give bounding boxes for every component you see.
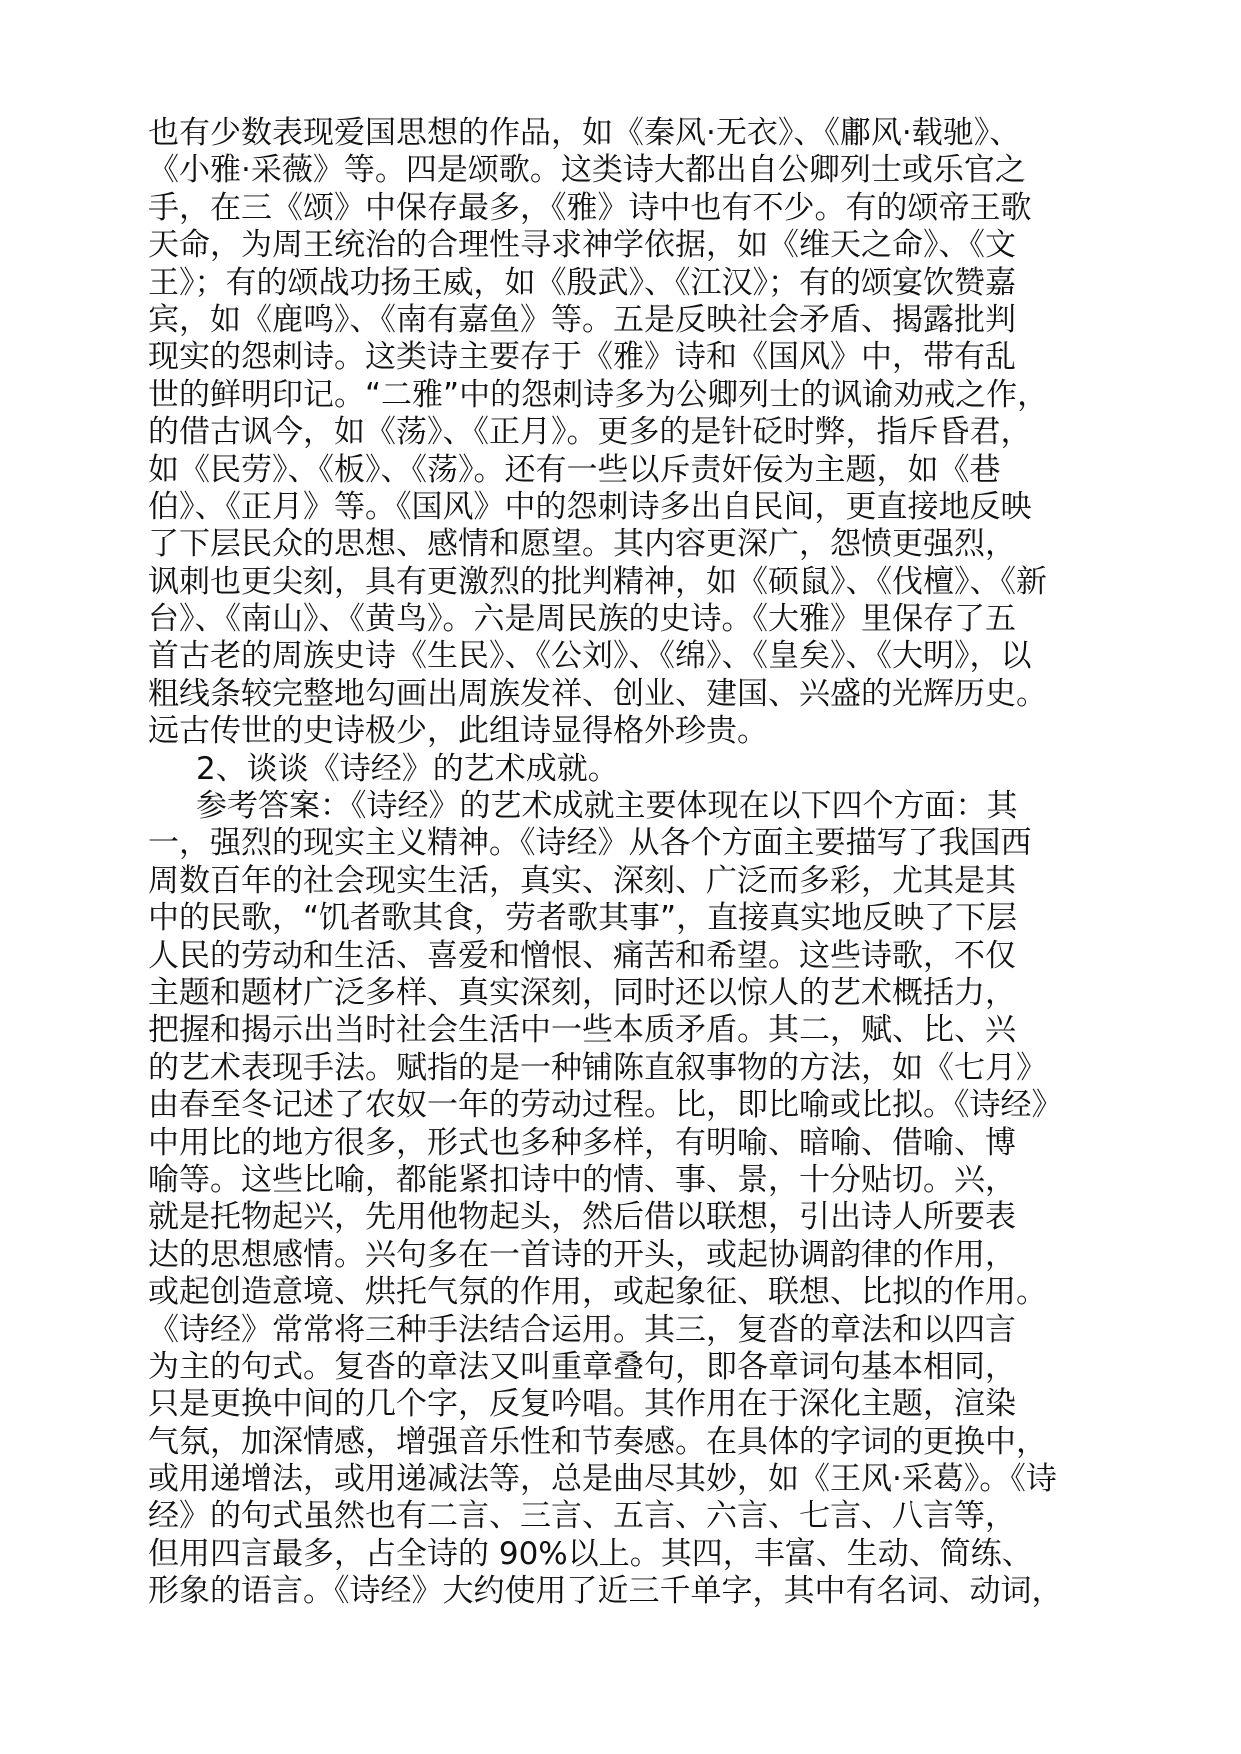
text-line: 的借古讽今，如《荡》、《正月》。更多的是针砭时弊，指斥昏君，: [148, 414, 1032, 451]
text-line: 讽刺也更尖刻，具有更激烈的批判精神，如《硕鼠》、《伐檀》、《新: [148, 563, 1047, 600]
text-line: 气氛，加深情感，增强音乐性和节奏感。在具体的字词的更换中，: [148, 1423, 1047, 1460]
text-line: 手，在三《颂》中保存最多，《雅》诗中也有不少。有的颂帝王歌: [148, 189, 1032, 226]
text-line: 中的民歌，“饥者歌其食，劳者歌其事”，直接真实地反映了下层: [148, 900, 1018, 937]
text-line: 由春至冬记述了农奴一年的劳动过程。比，即比喻或比拟。《诗经》: [148, 1087, 1063, 1124]
text-line: 台》、《南山》、《黄鸟》。六是周民族的史诗。《大雅》里保存了五: [148, 601, 1016, 638]
answer-intro: 参考答案：《诗经》的艺术成就主要体现在以下四个方面：其: [196, 788, 1018, 825]
text-line: 了下层民众的思想、感情和愿望。其内容更深广，怨愤更强烈，: [148, 526, 1016, 563]
text-line: 喻等。这些比喻，都能紧扣诗中的情、事、景，十分贴切。兴，: [148, 1161, 1016, 1198]
text-line: 天命，为周王统治的合理性寻求神学依据，如《维天之命》、《文: [148, 227, 1016, 264]
text-line: 但用四言最多，占全诗的 90%以上。其四，丰富、生动、简练、: [148, 1535, 1033, 1572]
text-line: 现实的怨刺诗。这类诗主要存于《雅》诗和《国风》中，带有乱: [148, 339, 1016, 376]
text-line: 王》；有的颂战功扬王威，如《殷武》、《江汉》；有的颂宴饮赞嘉: [148, 264, 1016, 301]
text-line: 人民的劳动和生活、喜爱和憎恨、痛苦和希望。这些诗歌，不仅: [148, 937, 1016, 974]
text-line: 的艺术表现手法。赋指的是一种铺陈直叙事物的方法，如《七月》: [148, 1049, 1047, 1086]
text-line: 或起创造意境、烘托气氛的作用，或起象征、联想、比拟的作用。: [148, 1274, 1047, 1311]
text-line: 宾，如《鹿鸣》、《南有嘉鱼》等。五是反映社会矛盾、揭露批判: [148, 301, 1016, 338]
text-line: 首古老的周族史诗《生民》、《公刘》、《绵》、《皇矣》、《大明》，以: [148, 638, 1032, 675]
text-line: 为主的句式。复沓的章法又叫重章叠句，即各章词句基本相同，: [148, 1348, 1016, 1385]
text-line: 或用递增法，或用递减法等，总是曲尽其妙，如《王风·采葛》。《诗: [148, 1461, 1057, 1498]
text-line: 中用比的地方很多，形式也多种多样，有明喻、暗喻、借喻、博: [148, 1124, 1016, 1161]
text-line: 《小雅·采薇》等。四是颂歌。这类诗大都出自公卿列士或乐官之: [148, 152, 1026, 189]
text-line: 世的鲜明印记。“二雅”中的怨刺诗多为公卿列士的讽谕劝戒之作，: [148, 376, 1049, 413]
question-heading: 2、谈谈《诗经》的艺术成就。: [196, 750, 619, 787]
text-line: 周数百年的社会现实生活，真实、深刻、广泛而多彩，尤其是其: [148, 862, 1016, 899]
text-line: 如《民劳》、《板》、《荡》。还有一些以斥责奸佞为主题，如《巷: [148, 451, 1001, 488]
text-line: 伯》、《正月》等。《国风》中的怨刺诗多出自民间，更直接地反映: [148, 488, 1032, 525]
text-line: 把握和揭示出当时社会生活中一些本质矛盾。其二，赋、比、兴: [148, 1012, 1016, 1049]
text-line: 经》的句式虽然也有二言、三言、五言、六言、七言、八言等，: [148, 1498, 1016, 1535]
text-line: 粗线条较完整地勾画出周族发祥、创业、建国、兴盛的光辉历史。: [148, 675, 1047, 712]
text-line: 远古传世的史诗极少，此组诗显得格外珍贵。: [148, 713, 768, 750]
text-line: 形象的语言。《诗经》大约使用了近三千单字，其中有名词、动词，: [148, 1573, 1063, 1610]
text-line: 《诗经》常常将三种手法结合运用。其三，复沓的章法和以四言: [148, 1311, 1016, 1348]
text-line: 主题和题材广泛多样、真实深刻，同时还以惊人的艺术概括力，: [148, 974, 1016, 1011]
text-line: 就是托物起兴，先用他物起头，然后借以联想，引出诗人所要表: [148, 1199, 1016, 1236]
text-line: 达的思想感情。兴句多在一首诗的开头，或起协调韵律的作用，: [148, 1236, 1016, 1273]
text-line: 一，强烈的现实主义精神。《诗经》从各个方面主要描写了我国西: [148, 825, 1032, 862]
body-text: [148, 115, 1108, 1611]
text-line: 也有少数表现爱国思想的作品，如《秦风·无衣》、《鄘风·载驰》、: [148, 115, 1021, 151]
text-line: 只是更换中间的几个字，反复吟唱。其作用在于深化主题，渲染: [148, 1386, 1016, 1423]
